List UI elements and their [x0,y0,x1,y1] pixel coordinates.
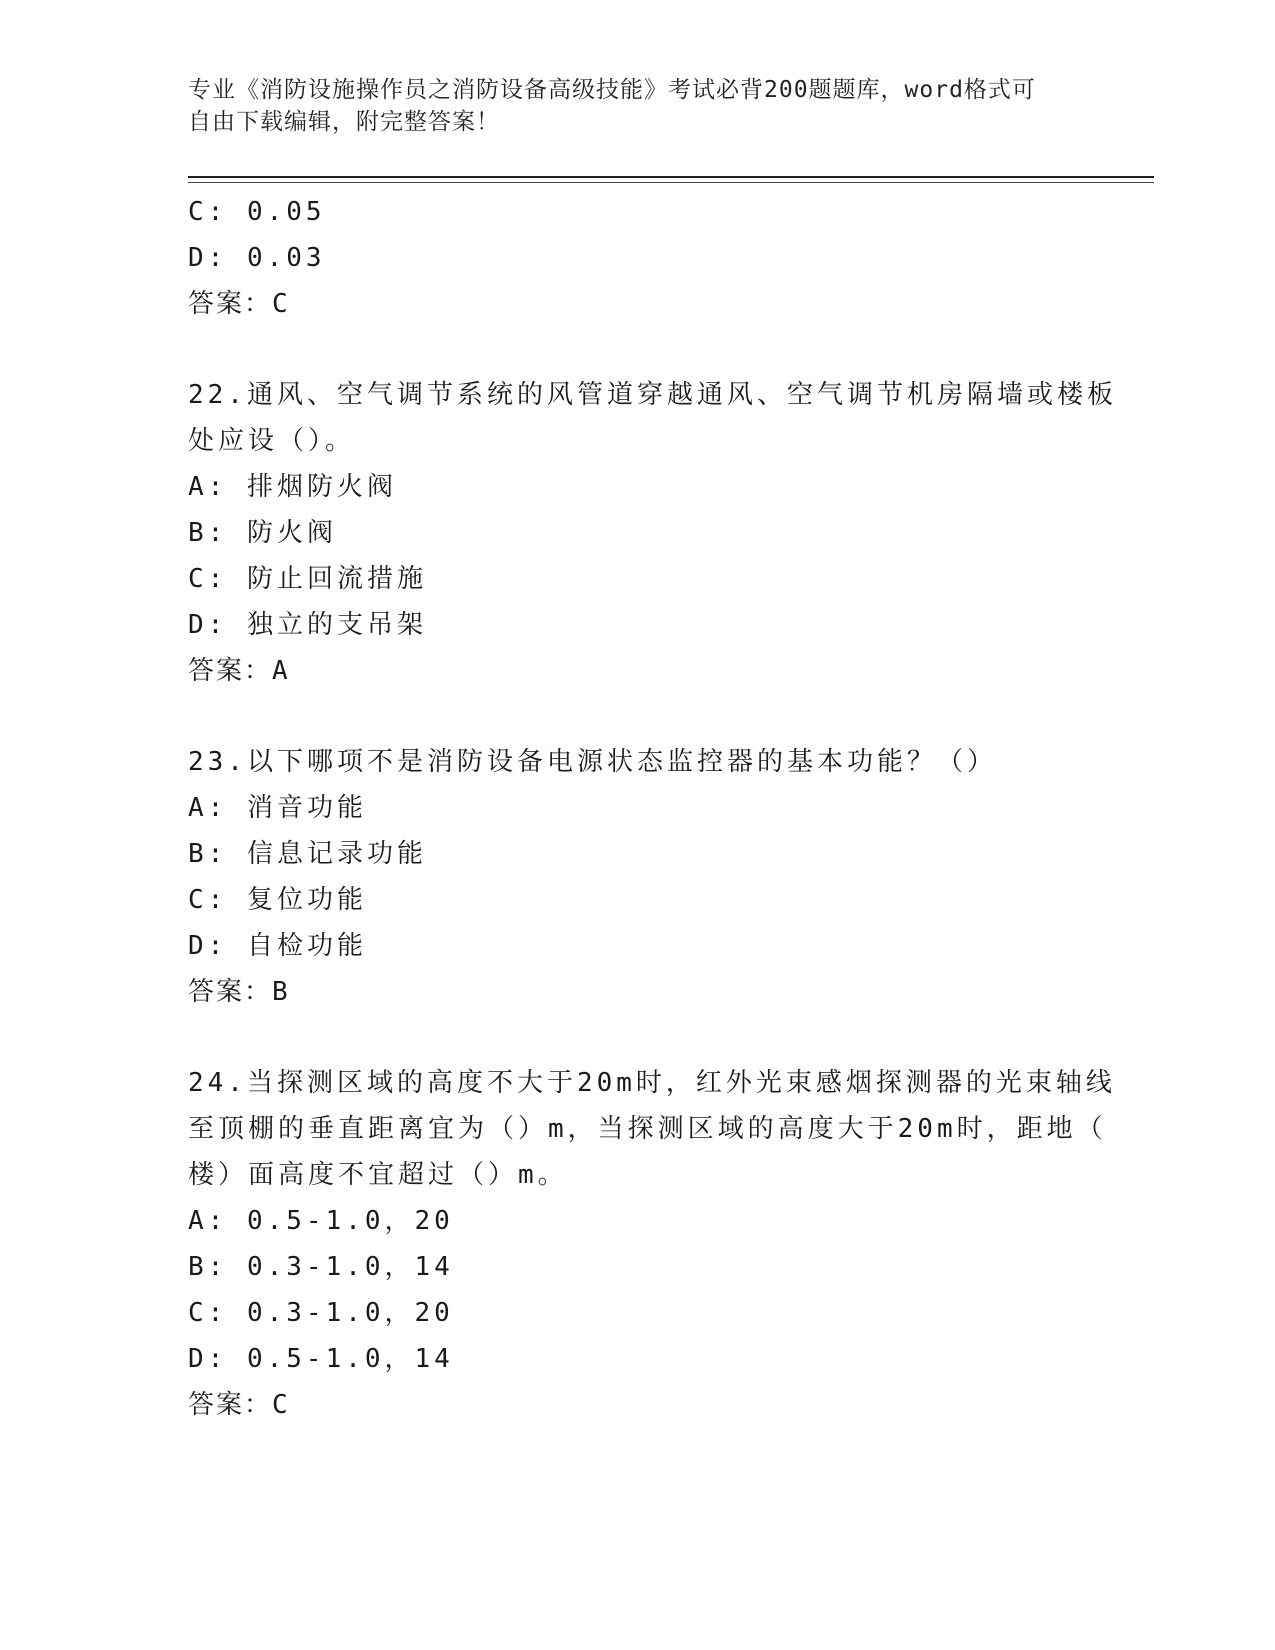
option-c: C: 防止回流措施 [188,564,427,594]
question-content [188,189,1117,1428]
spacer [188,694,1088,739]
question-23 [188,739,1088,1015]
option-c: C: 0.3-1.0，20 [188,1298,454,1328]
header-line-2: 自由下载编辑，附完整答案！ [188,109,500,135]
option-b: B: 防火阀 [188,518,337,548]
option-c: C: 复位功能 [188,885,367,915]
question-stem: 22.通风、空气调节系统的风管道穿越通风、空气调节机房隔墙或楼板 [188,380,1117,410]
question-stem: 处应设（）。 [188,426,356,456]
question-stem: 24.当探测区域的高度不大于20m时，红外光束感烟探测器的光束轴线 [188,1068,1116,1098]
question-stem: 楼）面高度不宜超过（）m。 [188,1160,568,1190]
header-divider-thin [188,182,1154,183]
option-d: D: 0.03 [188,243,326,273]
option-d: D: 自检功能 [188,931,367,961]
spacer [188,1015,1088,1060]
spacer [188,327,1088,372]
question-21-tail [188,189,1088,327]
option-b: B: 0.3-1.0，14 [188,1252,454,1282]
answer-line: 答案：B [188,977,290,1007]
document-header [188,74,1068,138]
question-stem: 至顶棚的垂直距离宜为（）m，当探测区域的高度大于20m时，距地（ [188,1114,1107,1144]
option-d: D: 独立的支吊架 [188,610,427,640]
option-b: B: 信息记录功能 [188,839,427,869]
option-a: A: 排烟防火阀 [188,472,397,502]
option-a: A: 0.5-1.0，20 [188,1206,454,1236]
option-c: C: 0.05 [188,197,326,227]
answer-line: 答案：A [188,656,290,686]
answer-line: 答案：C [188,1390,290,1420]
header-divider-thick [188,176,1154,178]
option-d: D: 0.5-1.0，14 [188,1344,454,1374]
question-24 [188,1060,1116,1428]
option-a: A: 消音功能 [188,793,367,823]
question-22 [188,372,1117,694]
question-stem: 23.以下哪项不是消防设备电源状态监控器的基本功能？（） [188,747,997,777]
header-line-1: 专业《消防设施操作员之消防设备高级技能》考试必背200题题库，word格式可 [188,77,1036,103]
answer-line: 答案：C [188,289,290,319]
